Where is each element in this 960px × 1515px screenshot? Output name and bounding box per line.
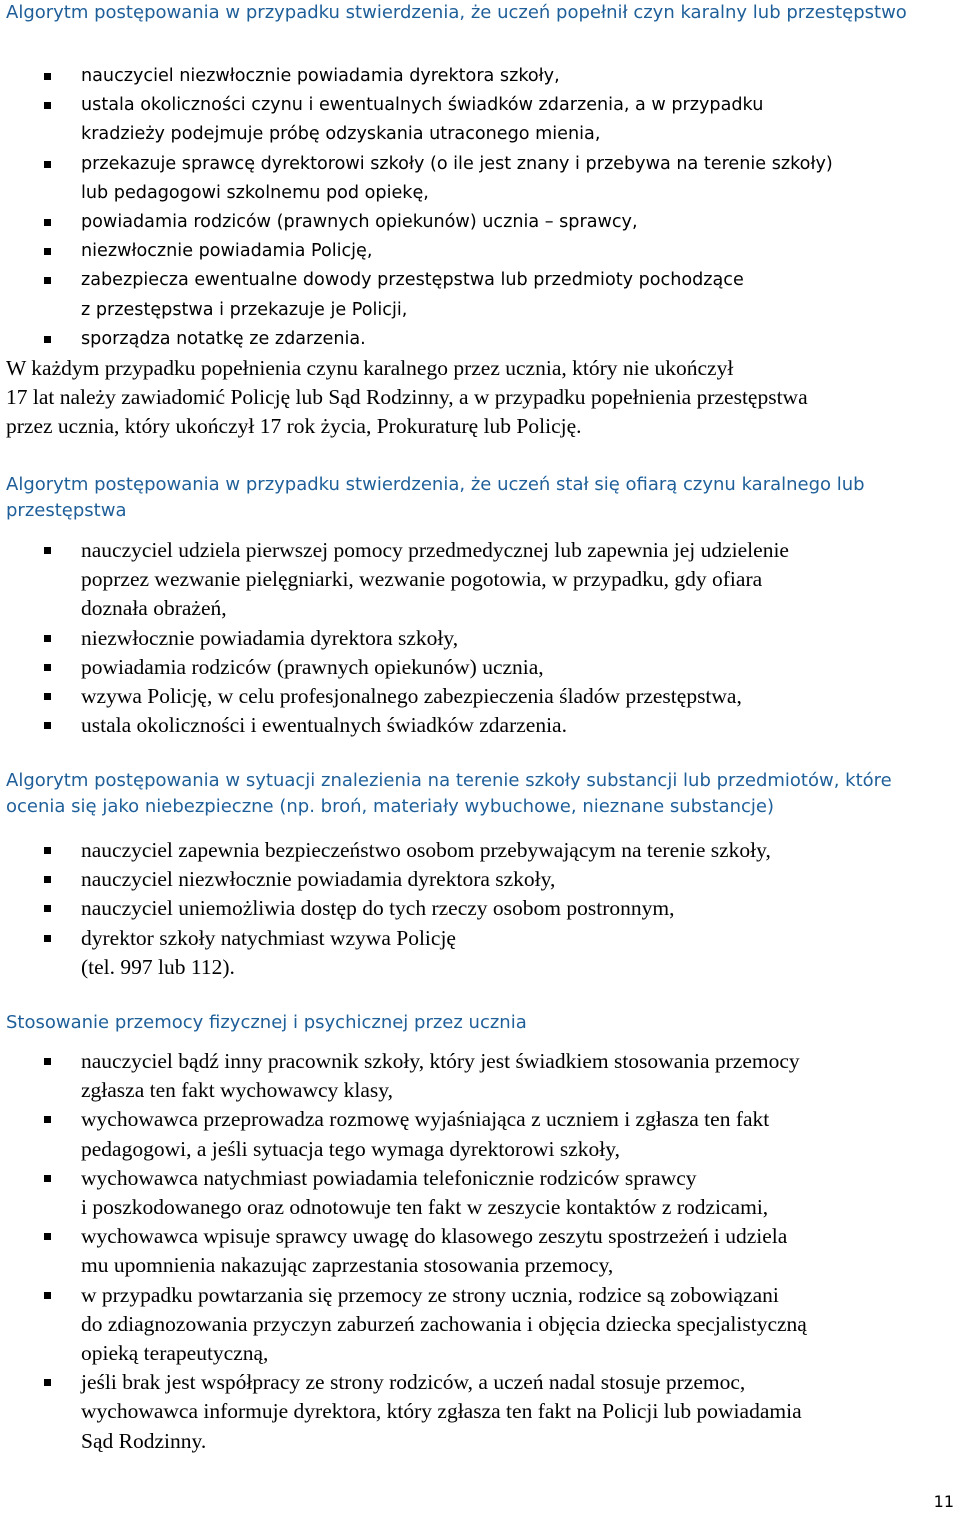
list-item: przekazuje sprawcę dyrektorowi szkoły (o ile jest znany i przebywa na terenie szkoły) lub pedagogowi szkolnemu pod opiekę, [0,150,960,208]
list-item: niezwłocznie powiadamia Policję, [0,237,960,266]
offender-steps-list [0,62,960,354]
square-bullet-icon [44,905,51,912]
square-bullet-icon [44,847,51,854]
square-bullet-icon [44,73,51,80]
list-item: ustala okoliczności czynu i ewentualnych świadków zdarzenia, a w przypadku kradzieży podejmuje próbę odzyskania utraconego mienia, [0,91,960,149]
list-item: niezwłocznie powiadamia dyrektora szkoły, [0,624,960,653]
list-item: wzywa Policję, w celu profesjonalnego zabezpieczenia śladów przestępstwa, [0,682,960,711]
square-bullet-icon [44,1292,51,1299]
violence-steps-list [0,1047,960,1456]
list-item: wychowawca przeprowadza rozmowę wyjaśniająca z uczniem i zgłasza ten fakt pedagogowi, a jeśli sytuacja tego wymaga dyrektorowi szkoły, [0,1105,960,1163]
list-item: zabezpiecza ewentualne dowody przestępstwa lub przedmioty pochodzące z przestępstwa i przekazuje je Policji, [0,266,960,324]
list-item: wychowawca wpisuje sprawcy uwagę do klasowego zeszytu spostrzeżeń i udziela mu upomnienia nakazując zaprzestania stosowania przemocy, [0,1222,960,1280]
square-bullet-icon [44,693,51,700]
section-title-violence: Stosowanie przemocy fizycznej i psychicznej przez ucznia [6,1012,527,1033]
list-item: nauczyciel uniemożliwia dostęp do tych rzeczy osobom postronnym, [0,894,960,923]
list-item: nauczyciel bądź inny pracownik szkoły, który jest świadkiem stosowania przemocy zgłasza ten fakt wychowawcy klasy, [0,1047,960,1105]
page-number: 11 [933,1492,954,1511]
list-item: nauczyciel niezwłocznie powiadamia dyrektora szkoły, [0,62,960,91]
square-bullet-icon [44,722,51,729]
square-bullet-icon [44,1379,51,1386]
square-bullet-icon [44,935,51,942]
square-bullet-icon [44,248,51,255]
square-bullet-icon [44,277,51,284]
list-item: powiadamia rodziców (prawnych opiekunów) ucznia – sprawcy, [0,208,960,237]
square-bullet-icon [44,1175,51,1182]
section-title-victim: Algorytm postępowania w przypadku stwierdzenia, że uczeń stał się ofiarą czynu karalnego lub przestępstwa [6,474,865,521]
list-item: powiadamia rodziców (prawnych opiekunów) ucznia, [0,653,960,682]
square-bullet-icon [44,1233,51,1240]
list-item: nauczyciel zapewnia bezpieczeństwo osobom przebywającym na terenie szkoły, [0,836,960,865]
dangerous-items-steps-list [0,836,960,982]
list-item: dyrektor szkoły natychmiast wzywa Policję (tel. 997 lub 112). [0,924,960,982]
square-bullet-icon [44,664,51,671]
square-bullet-icon [44,635,51,642]
list-item: ustala okoliczności i ewentualnych świadków zdarzenia. [0,711,960,740]
victim-steps-list [0,536,960,740]
list-item: nauczyciel udziela pierwszej pomocy przedmedycznej lub zapewnia jej udzielenie poprzez wezwanie pielęgniarki, wezwanie pogotowia, w przypadku, gdy ofiara doznała obrażeń, [0,536,960,624]
square-bullet-icon [44,161,51,168]
square-bullet-icon [44,1116,51,1123]
square-bullet-icon [44,219,51,226]
square-bullet-icon [44,102,51,109]
list-item: wychowawca natychmiast powiadamia telefonicznie rodziców sprawcy i poszkodowanego oraz odnotowuje ten fakt w zeszycie kontaktów z rodzicami, [0,1164,960,1222]
section-title-offender: Algorytm postępowania w przypadku stwierdzenia, że uczeń popełnił czyn karalny lub przestępstwo [6,2,907,23]
list-item: w przypadku powtarzania się przemocy ze strony ucznia, rodzice są zobowiązani do zdiagnozowania przyczyn zaburzeń zachowania i objęcia dziecka specjalistyczną opieką terapeutyczną, [0,1281,960,1369]
square-bullet-icon [44,547,51,554]
section-title-dangerous-items: Algorytm postępowania w sytuacji znalezienia na terenie szkoły substancji lub przedmiotów, które ocenia się jako niebezpieczne (np. broń, materiały wybuchowe, nieznane substancje) [6,770,892,817]
offender-paragraph: W każdym przypadku popełnienia czynu karalnego przez ucznia, który nie ukończył 17 lat należy zawiadomić Policję lub Sąd Rodzinny, a w przypadku popełnienia przestępstwa przez ucznia, który ukończył 17 rok życia, Prokuraturę lub Policję. [6,356,808,439]
square-bullet-icon [44,1058,51,1065]
list-item: nauczyciel niezwłocznie powiadamia dyrektora szkoły, [0,865,960,894]
square-bullet-icon [44,336,51,343]
list-item: sporządza notatkę ze zdarzenia. [0,325,960,354]
square-bullet-icon [44,876,51,883]
list-item: jeśli brak jest współpracy ze strony rodziców, a uczeń nadal stosuje przemoc, wychowawca informuje dyrektora, który zgłasza ten fakt na Policji lub powiadamia Sąd Rodzinny. [0,1368,960,1456]
